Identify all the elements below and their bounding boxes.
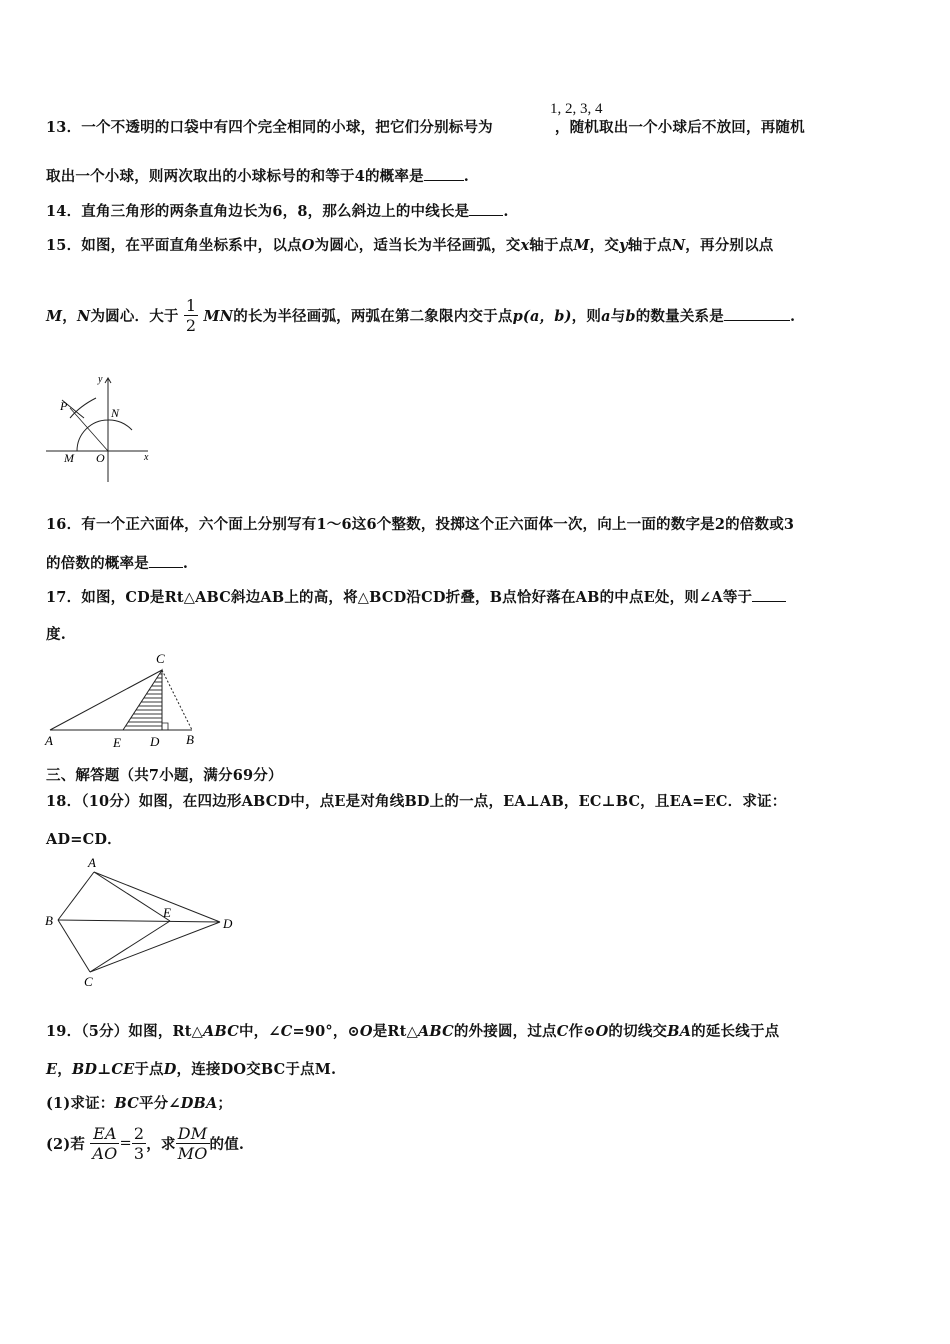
label-c: C xyxy=(84,974,93,989)
fraction-one-half xyxy=(184,296,198,335)
q19-text: =90°，⊙ xyxy=(292,1023,360,1040)
q19-var: C xyxy=(556,1023,569,1040)
q19-line1 xyxy=(46,1020,779,1041)
section-heading: 三、解答题（共7小题，满分69分） xyxy=(46,767,283,784)
q19-text: (1)求证： xyxy=(46,1095,115,1112)
q19-text: 的外接圆，过点 xyxy=(453,1023,557,1040)
q15-var: N xyxy=(671,237,686,254)
label-p: P xyxy=(60,399,68,413)
ray-op xyxy=(70,408,108,451)
answer-blank xyxy=(469,201,503,216)
q15-text: 与 xyxy=(610,308,626,325)
q14-text: 14．直角三角形的两条直角边长为6，8，那么斜边上的中线长是 xyxy=(46,203,470,220)
answer-blank xyxy=(752,587,786,602)
q16-period: . xyxy=(182,555,189,572)
q15-var: p xyxy=(512,308,523,325)
q19-var: BA xyxy=(667,1023,692,1040)
label-a: A xyxy=(88,855,96,870)
q15-coordinate-figure xyxy=(40,370,170,485)
answer-blank xyxy=(149,553,183,568)
frac-den: AO xyxy=(92,1144,118,1163)
label-x: x xyxy=(144,452,149,463)
fraction-two-thirds xyxy=(132,1124,146,1163)
q13-text-c: 取出一个小球，则两次取出的小球标号的和等于4的概率是 xyxy=(46,168,424,185)
q19-text: ⊥ xyxy=(97,1061,112,1078)
q19-var: E xyxy=(46,1061,58,1078)
q15-var: N xyxy=(76,308,91,325)
equals-sign: = xyxy=(119,1135,132,1152)
label-y: y xyxy=(98,374,103,385)
q17-line2: 度. xyxy=(46,626,66,643)
right-angle-mark xyxy=(162,723,168,730)
label-b: B xyxy=(186,732,194,747)
q19-text: 中，∠ xyxy=(238,1023,281,1040)
q15-text: 为圆心．大于 xyxy=(90,308,179,325)
q19-var: O xyxy=(595,1023,609,1040)
segment-ce xyxy=(90,921,170,972)
q15-var: M xyxy=(573,237,590,254)
q19-var: ABC xyxy=(417,1023,454,1040)
arc-from-n xyxy=(70,398,96,418)
label-a: A xyxy=(45,733,53,748)
q19-var: CE xyxy=(111,1061,135,1078)
label-n: N xyxy=(111,406,120,420)
label-m: M xyxy=(64,451,74,465)
frac-den: 3 xyxy=(133,1144,145,1163)
q15-text: 15．如图，在平面直角坐标系中，以点 xyxy=(46,237,302,254)
q15-var: a xyxy=(601,308,611,325)
q13-text-b: ，随机取出一个小球后不放回，再随机 xyxy=(554,119,805,136)
q15-line2 xyxy=(46,296,795,335)
segment-ae xyxy=(94,872,170,921)
side-ad xyxy=(94,872,220,922)
label-e: E xyxy=(163,905,171,920)
q16-line1: 16．有一个正六面体，六个面上分别写有1～6这6个整数，投掷这个正六面体一次，向上一面的数字是2的倍数或3 xyxy=(46,516,795,533)
q14-line xyxy=(46,200,509,221)
q19-text: ， xyxy=(57,1061,72,1078)
q15-text: 为圆心，适当长为半径画弧，交 xyxy=(314,237,521,254)
q15-line1 xyxy=(46,234,774,255)
q15-text: 的长为半径画弧，两弧在第二象限内交于点 xyxy=(233,308,513,325)
q19-var: BD xyxy=(71,1061,98,1078)
q15-text: ，则 xyxy=(571,308,602,325)
q14-period: . xyxy=(503,203,509,220)
q15-var: O xyxy=(301,237,315,254)
q17-line1 xyxy=(46,586,786,607)
q19-part1 xyxy=(46,1092,232,1113)
label-d: D xyxy=(223,916,233,931)
q19-part2 xyxy=(46,1124,244,1163)
side-bc xyxy=(58,920,90,972)
q13-text-a: 13．一个不透明的口袋中有四个完全相同的小球，把它们分别标号为 xyxy=(46,119,493,136)
q19-text: ； xyxy=(217,1095,233,1112)
answer-blank xyxy=(424,166,464,181)
answer-blank xyxy=(724,306,790,321)
q15-text: ，交 xyxy=(589,237,620,254)
q19-var: O xyxy=(359,1023,373,1040)
folded-triangle-ecd xyxy=(123,670,162,730)
q15-var: x xyxy=(520,237,530,254)
q19-text: (2)若 xyxy=(46,1136,86,1153)
q15-var: (a，b) xyxy=(522,308,572,325)
q19-text: 平分∠ xyxy=(138,1095,181,1112)
label-e: E xyxy=(113,735,121,750)
q19-text: 的切线交 xyxy=(608,1023,668,1040)
frac-num: DM xyxy=(177,1124,208,1143)
side-ab xyxy=(58,872,94,920)
label-b: B xyxy=(45,913,53,928)
q15-text: ，再分别以点 xyxy=(685,237,774,254)
arc-center-o xyxy=(77,420,132,451)
q19-var: DBA xyxy=(180,1095,218,1112)
q13-period: . xyxy=(463,168,470,185)
q19-var: ABC xyxy=(203,1023,239,1040)
frac-num: EA xyxy=(93,1124,117,1143)
q18-line2: AD=CD． xyxy=(46,831,122,848)
q19-var: C xyxy=(280,1023,293,1040)
q13-number-set: 1, 2, 3, 4 xyxy=(550,101,603,117)
q19-text: ，连接DO交BC于点M. xyxy=(176,1061,337,1078)
q15-var: y xyxy=(619,237,628,254)
label-o: O xyxy=(96,451,105,465)
fraction-dm-mo xyxy=(176,1124,210,1163)
q13-line1 xyxy=(46,116,805,137)
label-c: C xyxy=(156,651,165,666)
q19-var: D xyxy=(163,1061,177,1078)
q19-var: BC xyxy=(114,1095,139,1112)
side-cd xyxy=(90,922,220,972)
q19-text: 的值. xyxy=(209,1136,245,1153)
q15-var: M xyxy=(46,308,63,325)
q19-text: 作⊙ xyxy=(568,1023,596,1040)
frac-num: 1 xyxy=(185,296,197,315)
side-cb-dotted xyxy=(162,670,192,730)
q13-line2 xyxy=(46,165,469,186)
q15-period: . xyxy=(789,308,796,325)
frac-den: MO xyxy=(177,1144,208,1163)
q16-text: 的倍数的概率是 xyxy=(46,555,149,572)
q17-triangle-figure xyxy=(40,648,210,752)
q18-line1: 18．（10分）如图，在四边形ABCD中，点E是对角线BD上的一点，EA⊥AB，EC⊥BC，且EA=EC．求证： xyxy=(46,793,787,810)
q16-line2 xyxy=(46,552,188,573)
label-d: D xyxy=(150,734,160,749)
q19-line2 xyxy=(46,1058,336,1079)
q19-text: 19．（5分）如图，Rt△ xyxy=(46,1023,204,1040)
q19-text: 的延长线于点 xyxy=(691,1023,780,1040)
frac-den: 2 xyxy=(185,316,197,335)
q19-text: 于点 xyxy=(134,1061,164,1078)
frac-num: 2 xyxy=(133,1124,145,1143)
q15-var: b xyxy=(625,308,636,325)
q15-text: 的数量关系是 xyxy=(635,308,724,325)
q15-var: MN xyxy=(203,308,234,325)
q15-text: 轴于点 xyxy=(627,237,672,254)
q19-text: ，求 xyxy=(146,1136,176,1153)
q19-text: 是Rt△ xyxy=(372,1023,418,1040)
fraction-ea-ao xyxy=(90,1124,119,1163)
q17-text: 17．如图，CD是Rt△ABC斜边AB上的高，将△BCD沿CD折叠，B点恰好落在AB的中点E处，则∠A等于 xyxy=(46,589,753,606)
q15-text: 轴于点 xyxy=(529,237,574,254)
diagonal-bd xyxy=(58,920,220,922)
q15-text: ， xyxy=(62,308,77,325)
q18-quadrilateral-figure xyxy=(44,852,240,990)
